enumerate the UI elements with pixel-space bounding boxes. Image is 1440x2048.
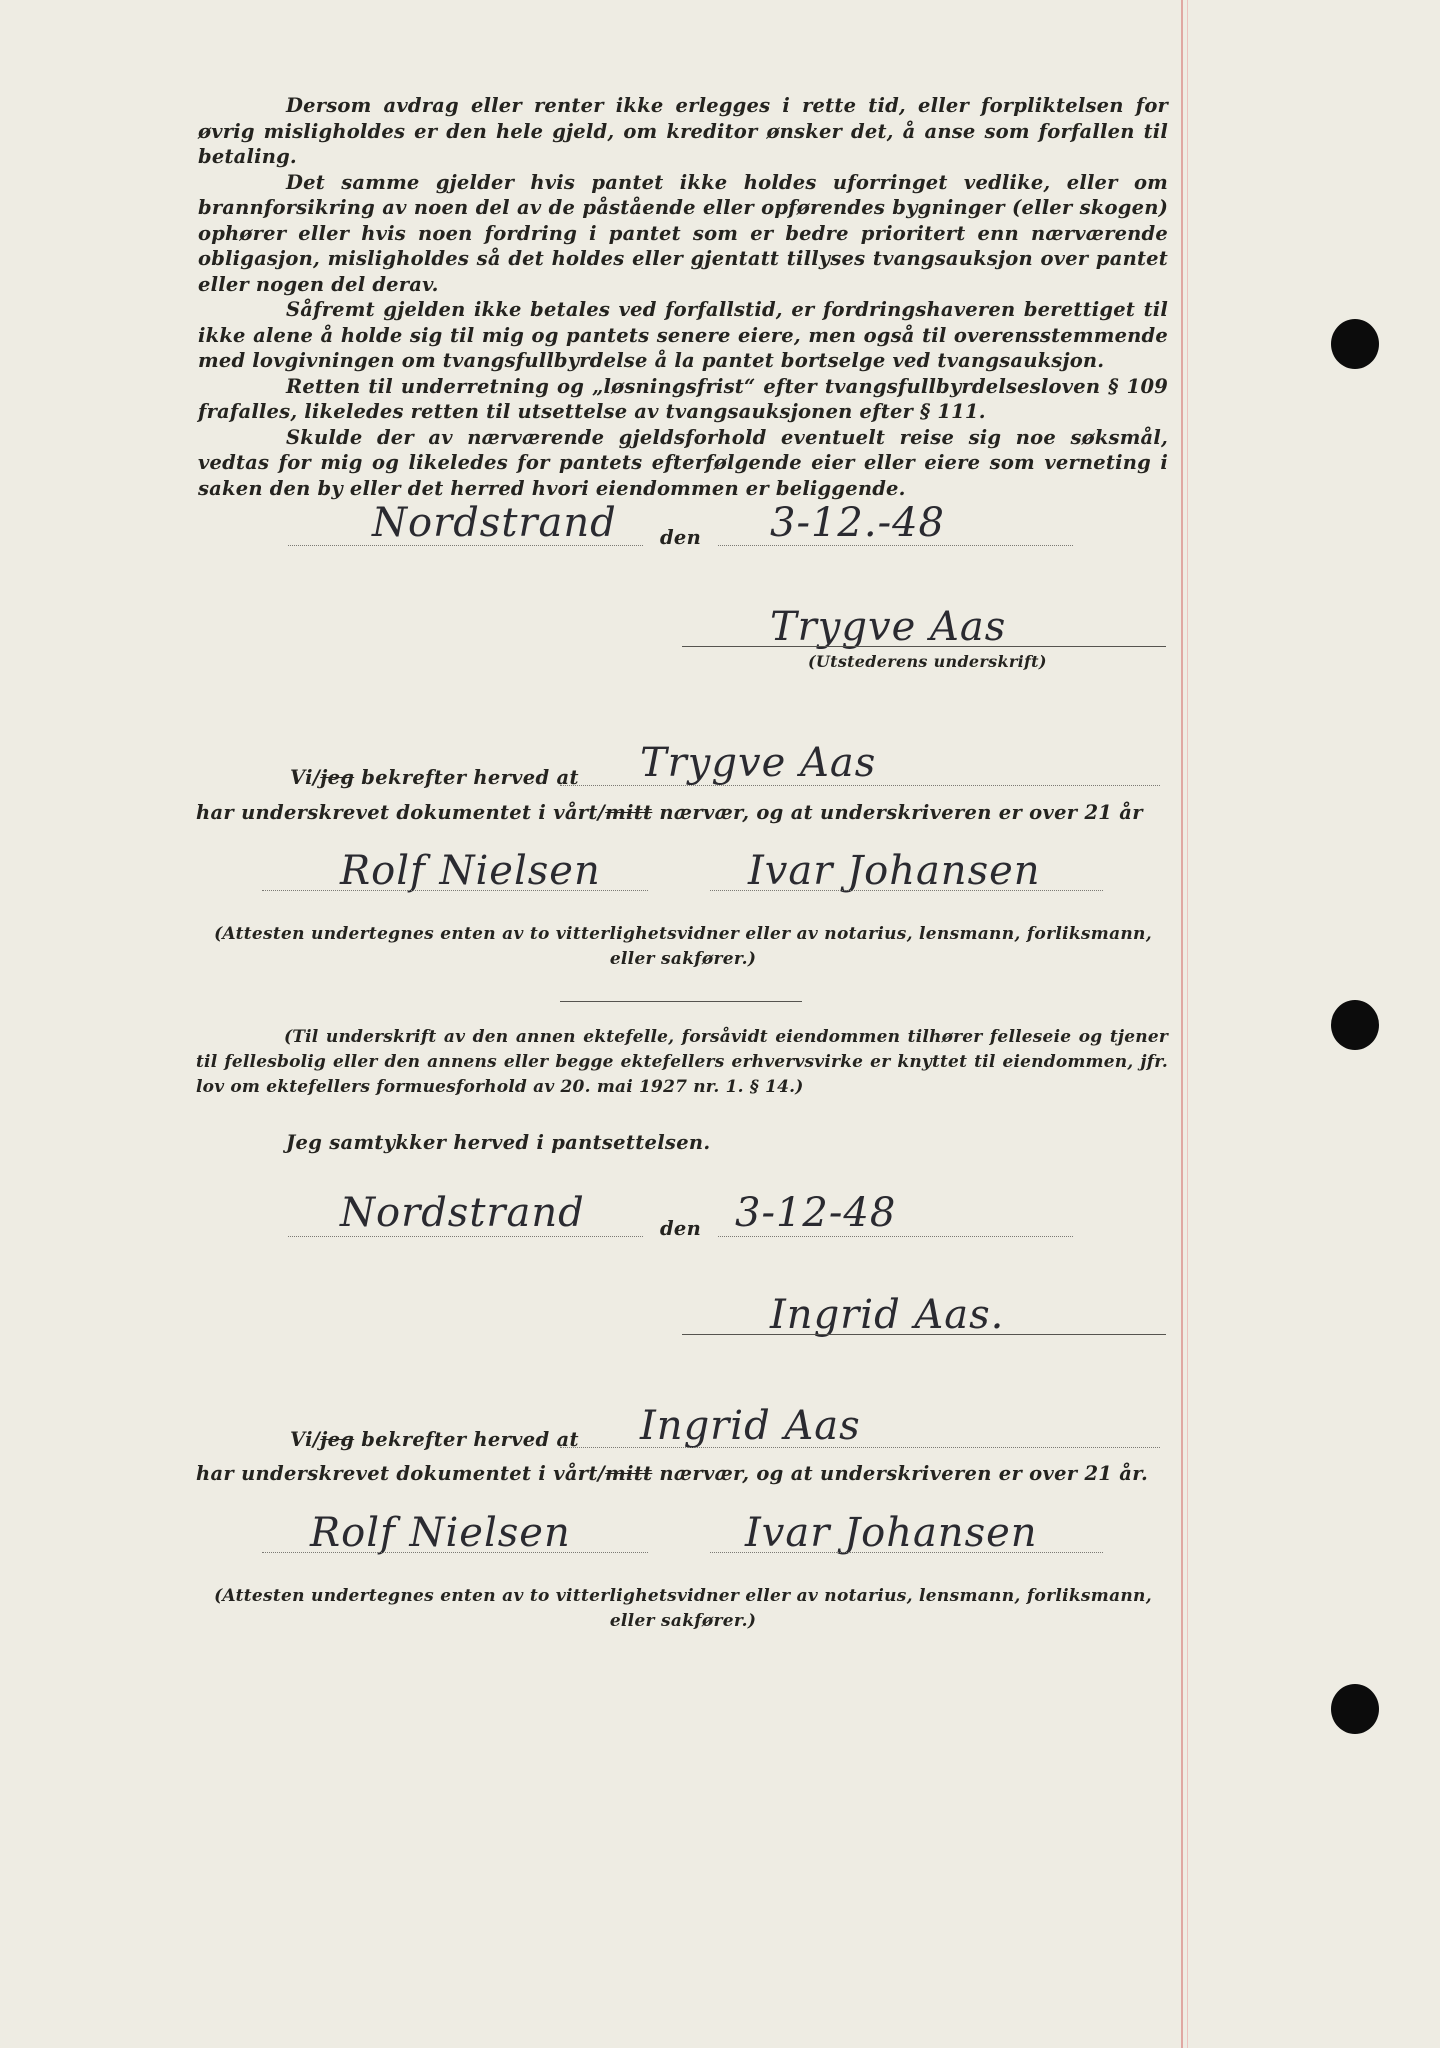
signature-line: [682, 1334, 1166, 1335]
consent-text: Jeg samtykker herved i pantsettelsen.: [286, 1131, 711, 1154]
statement-mitt-struck: mitt: [605, 801, 653, 824]
witness1-line: [262, 1552, 648, 1553]
punch-hole: [1331, 1000, 1379, 1050]
place-line: [288, 545, 643, 546]
spouse-note: [196, 1025, 1168, 1100]
confirm-prefix: Vi/: [290, 766, 321, 789]
confirm-suffix: bekrefter herved at: [354, 1428, 579, 1451]
terms-paragraph: Det samme gjelder hvis pantet ikke holdes uforringet vedlike, eller om brannforsikring av noen del av de påstående eller opførendes bygninger (eller skogen) ophører eller hvis noen fordring i pantet som er bedre prioritert enn nærværende obligasjon, misligholdes så det holdes eller gjentatt tillyses tvangsauksjon over pantet eller nogen del derav.: [198, 170, 1168, 296]
witness2-line: [710, 1552, 1103, 1553]
confirm-prefix: Vi/: [290, 1428, 321, 1451]
confirm-suffix: bekrefter herved at: [354, 766, 579, 789]
witness1-signature: Rolf Nielsen: [310, 1510, 571, 1556]
punch-hole: [1331, 1684, 1379, 1734]
terms-text: [198, 93, 1168, 501]
terms-paragraph: Dersom avdrag eller renter ikke erlegges i rette tid, eller forpliktelsen for øvrig misligholdes er den hele gjeld, om kreditor ønsker det, å anse som forfallen til betaling.: [198, 94, 1168, 168]
witness-statement: [196, 1462, 1148, 1485]
confirmed-name-handwritten: Ingrid Aas: [640, 1403, 861, 1449]
attest-note-line2: eller sakfører.): [609, 1611, 757, 1631]
statement-mitt-struck: mitt: [605, 1462, 653, 1485]
date-line: [718, 545, 1073, 546]
confirm-jeg-struck: jeg: [320, 766, 355, 789]
confirm-statement: [290, 1428, 579, 1451]
attest-note-line1: (Attesten undertegnes enten av to vitterlighetsvidner eller av notarius, lensmann, forliksmann,: [214, 1586, 1152, 1606]
confirmed-name-line: [560, 785, 1160, 786]
terms-paragraph: Såfremt gjelden ikke betales ved forfallstid, er fordringshaveren berettiget til ikke alene å holde sig til mig og pantets senere eiere, men også til overensstemmende med lovgivningen om tvangsfullbyrdelse å la pantet bortselge ved tvangsauksjon.: [198, 298, 1168, 372]
witness-statement: [196, 801, 1143, 824]
witness2-signature: Ivar Johansen: [748, 848, 1041, 894]
witness2-signature: Ivar Johansen: [745, 1510, 1038, 1556]
terms-paragraph: Skulde der av nærværende gjeldsforhold eventuelt reise sig noe søksmål, vedtas for mig og likeledes for pantets efterfølgende eier eller eiere som verneting i saken den by eller det herred hvori eiendommen er beliggende.: [198, 425, 1168, 500]
den-label: den: [660, 1217, 702, 1240]
witness1-line: [262, 890, 648, 891]
witness2-line: [710, 890, 1103, 891]
section-divider: [560, 1001, 802, 1002]
place-line: [288, 1236, 643, 1237]
confirmed-name-line: [560, 1447, 1160, 1448]
issuer-signature: Trygve Aas: [770, 604, 1007, 650]
spouse-signature: Ingrid Aas.: [770, 1292, 1005, 1338]
date-handwritten: 3-12-48: [735, 1190, 897, 1236]
date-line: [718, 1236, 1073, 1237]
confirm-statement: [290, 766, 579, 789]
signature-line: [682, 646, 1166, 647]
attest-note-line2: eller sakfører.): [609, 949, 757, 969]
confirm-jeg-struck: jeg: [320, 1428, 355, 1451]
statement-b: nærvær, og at underskriveren er over 21 år: [652, 801, 1143, 824]
terms-paragraph: Retten til underretning og „løsningsfrist“ efter tvangsfullbyrdelsesloven § 109 frafalles, likeledes retten til utsettelse av tvangsauksjonen efter § 111.: [198, 374, 1168, 423]
witness1-signature: Rolf Nielsen: [340, 848, 601, 894]
signature-caption: (Utstederens underskrift): [808, 652, 1047, 671]
statement-a: har underskrevet dokumentet i vårt/: [196, 801, 606, 824]
statement-b: nærvær, og at underskriveren er over 21 år.: [652, 1462, 1149, 1485]
spouse-note-text: (Til underskrift av den annen ektefelle, forsåvidt eiendommen tilhører felleseie og tjener til fellesbolig eller den annens eller begge ektefellers erhvervsvirke er knyttet til eiendommen, jfr. lov om ektefellers formuesforhold av 20. mai 1927 nr. 1. § 14.): [196, 1027, 1168, 1097]
date-handwritten: 3-12.-48: [770, 500, 945, 546]
place-handwritten: Nordstrand: [340, 1190, 585, 1236]
punch-hole: [1331, 319, 1379, 369]
den-label: den: [660, 526, 702, 549]
place-handwritten: Nordstrand: [372, 500, 617, 546]
attest-note-line1: (Attesten undertegnes enten av to vitterlighetsvidner eller av notarius, lensmann, forliksmann,: [214, 924, 1152, 944]
statement-a: har underskrevet dokumentet i vårt/: [196, 1462, 606, 1485]
red-margin-line-secondary: [1187, 0, 1188, 2048]
red-margin-line: [1181, 0, 1183, 2048]
confirmed-name-handwritten: Trygve Aas: [640, 740, 877, 786]
